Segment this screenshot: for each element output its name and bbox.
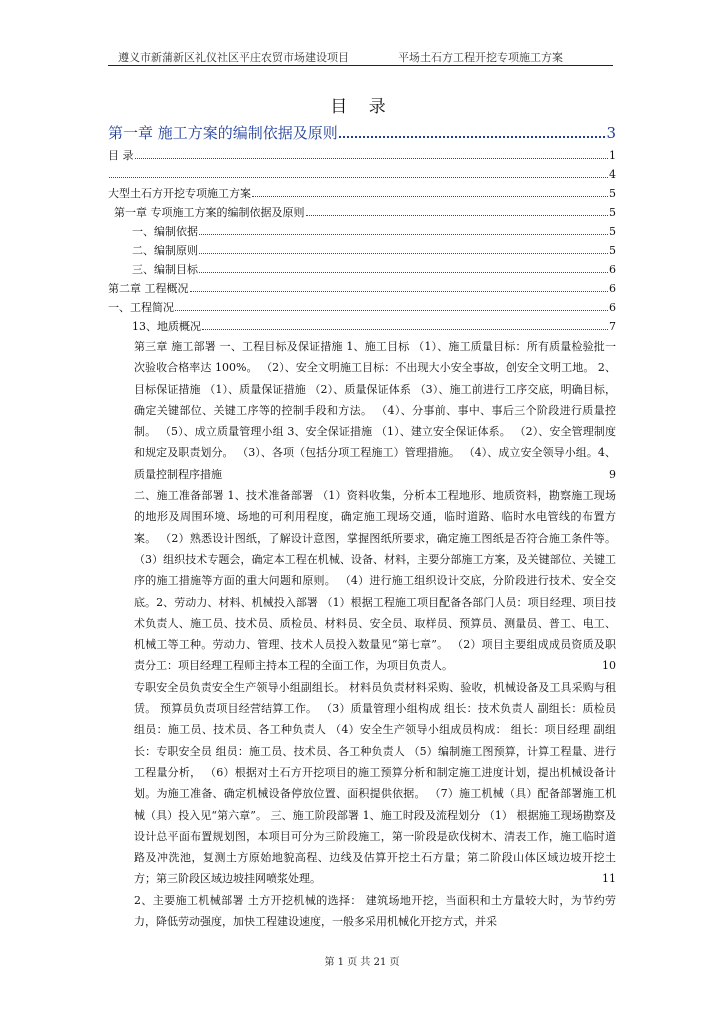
toc-entry-page: 7: [609, 320, 616, 333]
toc-entry-text: 13、地质概况: [132, 320, 201, 333]
toc-leader: [202, 329, 608, 330]
toc-paragraph-entry[interactable]: [134, 890, 616, 933]
toc-entry-page: 5: [609, 225, 616, 238]
toc-entry-page: 6: [609, 282, 616, 295]
toc-paragraph-entry[interactable]: [134, 677, 616, 890]
toc-entry[interactable]: [108, 120, 616, 146]
toc-entry-page: 5: [609, 206, 616, 219]
header-document-name: 平场土石方工程开挖专项施工方案: [398, 51, 563, 64]
page-footer: 第 1 页 共 21 页: [324, 957, 400, 968]
toc-entry-text: 一、编制依据: [132, 225, 198, 238]
toc-leader: [199, 253, 608, 254]
toc-entry-page: 10: [600, 655, 616, 676]
toc-entry-text: 第一章 施工方案的编制依据及原则: [108, 124, 338, 142]
toc-entry[interactable]: [108, 298, 616, 317]
toc-leader: [199, 272, 608, 273]
table-of-contents: [108, 120, 616, 932]
toc-entry[interactable]: [108, 317, 616, 336]
toc-entry-text: 大型土石方开挖专项施工方案: [108, 187, 251, 200]
toc-entry-page: 1: [609, 149, 616, 162]
toc-entry-page: 11: [600, 868, 616, 889]
toc-entry[interactable]: [108, 279, 616, 298]
toc-leader: [339, 136, 606, 138]
toc-entry-text: 三、编制目标: [132, 263, 198, 276]
toc-entry-page: 5: [609, 187, 616, 200]
toc-paragraph-entry[interactable]: [134, 336, 616, 485]
toc-leader: [135, 158, 609, 159]
toc-entry-page: 4: [609, 168, 616, 181]
toc-entry-page: 6: [609, 263, 616, 276]
toc-paragraph-entry[interactable]: [134, 485, 616, 677]
toc-leader: [306, 215, 609, 216]
toc-title: 目 录: [330, 97, 394, 117]
toc-entry-text: 第二章 工程概况: [108, 282, 189, 295]
toc-entry-page: 5: [609, 244, 616, 257]
toc-paragraph-text: 二、施工准备部署 1、技术准备部署 （1）资料收集，分析本工程地形、地质资料，勘察施工现场的地形及周围环境、场地的可利用程度，确定施工现场交通，临时道路、临时水电管线的布置方案。 （2）熟悉设计图纸，了解设计意图，掌握图纸所要求，确定施工图纸是否符合施工条件等。 （3）组织技术专题会，确定本工程在机械、设备、材料，主要分部施工方案，及关键部位、关键工序的施工措施等方面的重大问题和原则。 （4）进行施工组织设计交底，分阶段进行技术、安全交底。2、劳动力、材料、机械投入部署 （1）根据工程施工项目配备各部门人员：项目经理、项目技术负责人、施工员、技术员、质检员、材料员、安全员、取样员、预算员、测量员、普工、电工、机械工等工种。劳动力、管理、技术人员投入数量见“第七章”。 （2）项目主要组成成员资质及职责分工：项目经理工程师主持本工程的全面工作，为项目负责人。: [134, 489, 616, 673]
toc-paragraph-text: 2、主要施工机械部署 土方开挖机械的选择： 建筑场地开挖，当面积和土方量较大时，为节约劳力，降低劳动强度，加快工程建设速度，一般多采用机械化开挖方式，并采: [134, 893, 616, 929]
toc-entry[interactable]: [108, 222, 616, 241]
toc-entry[interactable]: [108, 184, 616, 203]
toc-entry[interactable]: [108, 165, 616, 184]
toc-leader: [175, 310, 608, 311]
toc-entry[interactable]: [108, 203, 616, 222]
toc-leader: [190, 291, 609, 292]
toc-entry[interactable]: [108, 260, 616, 279]
toc-entry[interactable]: [108, 241, 616, 260]
toc-entry-text: 二、编制原则: [132, 244, 198, 257]
header-divider: [108, 65, 613, 66]
toc-leader: [109, 177, 608, 178]
toc-entry-page: 3: [606, 124, 616, 142]
toc-entry-text: 一、工程简况: [108, 301, 174, 314]
toc-leader: [199, 234, 608, 235]
toc-entry-text: 第一章 专项施工方案的编制依据及原则: [114, 206, 305, 219]
header-project-name: 遵义市新蒲新区礼仪社区平庄农贸市场建设项目: [118, 51, 349, 64]
toc-paragraph-text: 第三章 施工部署 一、工程目标及保证措施 1、施工目标 （1）、施工质量目标：所有质量检验批一次验收合格率达 100%。 （2）、安全文明施工目标：不出现大小安全事故，创安全文明工地。 2、目标保证措施 （1）、质量保证措施 （2）、质量保证体系 （3）、施工前进行工序交底，明确目标，确定关键部位、关键工序等的控制手段和方法。 （4）、分事前、事中、事后三个阶段进行质量控制。 （5）、成立质量管理小组 3、安全保证措施 （1）、建立安全保证体系。 （2）、安全管理制度和规定及职责划分。 （3）、各项（包括分项工程施工）管理措施。 （4）、成立安全领导小组。4、质量控制程序措施: [134, 340, 616, 481]
toc-entry-text: 目 录: [108, 149, 134, 162]
toc-leader: [252, 196, 608, 197]
toc-entry-page: 6: [609, 301, 616, 314]
toc-entry-page: 9: [607, 464, 616, 485]
toc-entry[interactable]: [108, 146, 616, 165]
toc-paragraph-text: 专职安全员负责安全生产领导小组副组长。 材料员负责材料采购、验收，机械设备及工具采购与租赁。 预算员负责项目经营结算工作。 （3）质量管理小组构成 组长：技术负责人 副组长：质检员 组员：施工员、技术员、各工种负责人 （4）安全生产领导小组成员构成： 组长：项目经理 副组长：专职安全员 组员：施工员、技术员、各工种负责人 （5）编制施工图预算，计算工程量、进行工程量分析， （6）根据对土石方开挖项目的施工预算分析和制定施工进度计划，提出机械设备计划。为施工准备、确定机械设备停放位置、面积提供依据。 （7）施工机械（具）配备部署施工机械（具）投入见“第六章”。 三、施工阶段部署 1、施工时段及流程划分 （1） 根据施工现场勘察及设计总平面布置规划图，本项目可分为三阶段施工，第一阶段是砍伐树木、清表工作，施工临时道路及冲洗池，复测土方原始地貌高程、边线及估算开挖土石方量；第二阶段山体区域边坡开挖土方；第三阶段区域边坡挂网喷浆处理。: [134, 680, 616, 886]
